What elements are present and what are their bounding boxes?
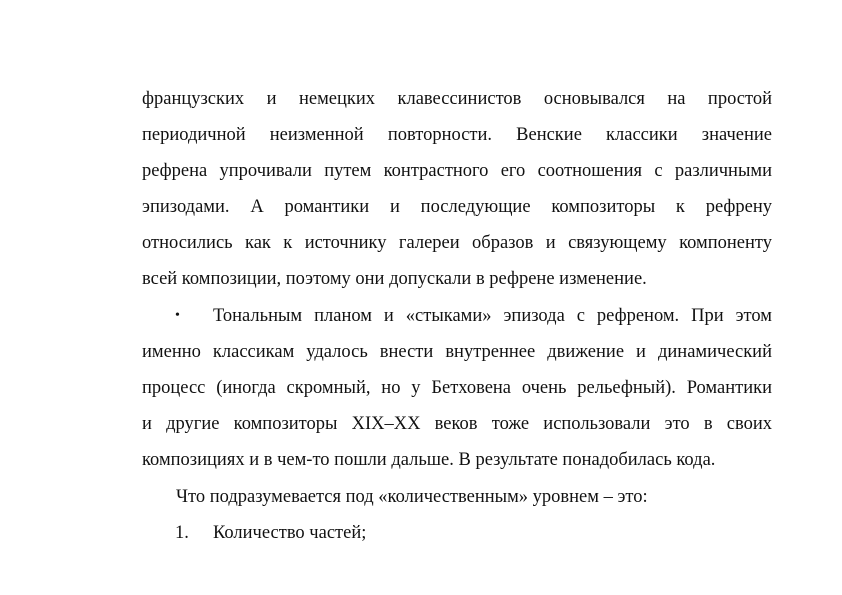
bullet-line-3: процесс (иногда скромный, но у Бетховена очень рельефный). Романтики xyxy=(142,378,772,398)
list-item-text: Количество частей; xyxy=(213,523,367,543)
paragraph-line-3: рефрена упрочивали путем контрастного его соотношения с различными xyxy=(142,161,772,181)
bullet-line-1: Тональным планом и «стыками» эпизода с рефреном. При этом xyxy=(213,306,772,326)
paragraph-line-5: относились как к источнику галереи образов и связующему компоненту xyxy=(142,233,772,253)
bullet-line-5: композициях и в чем-то пошли дальше. В результате понадобилась кода. xyxy=(142,450,716,470)
paragraph-line-4: эпизодами. А романтики и последующие композиторы к рефрену xyxy=(142,197,772,217)
list-number: 1. xyxy=(175,523,189,543)
bullet-marker: • xyxy=(175,308,180,323)
bullet-line-4: и другие композиторы XIX–XX веков тоже использовали это в своих xyxy=(142,414,772,434)
paragraph-line-2: периодичной неизменной повторности. Венские классики значение xyxy=(142,125,772,145)
question-line: Что подразумевается под «количественным» уровнем – это: xyxy=(176,487,648,507)
bullet-line-2: именно классикам удалось внести внутреннее движение и динамический xyxy=(142,342,772,362)
paragraph-line-6: всей композиции, поэтому они допускали в рефрене изменение. xyxy=(142,269,647,289)
paragraph-line-1: французских и немецких клавессинистов основывался на простой xyxy=(142,89,772,109)
